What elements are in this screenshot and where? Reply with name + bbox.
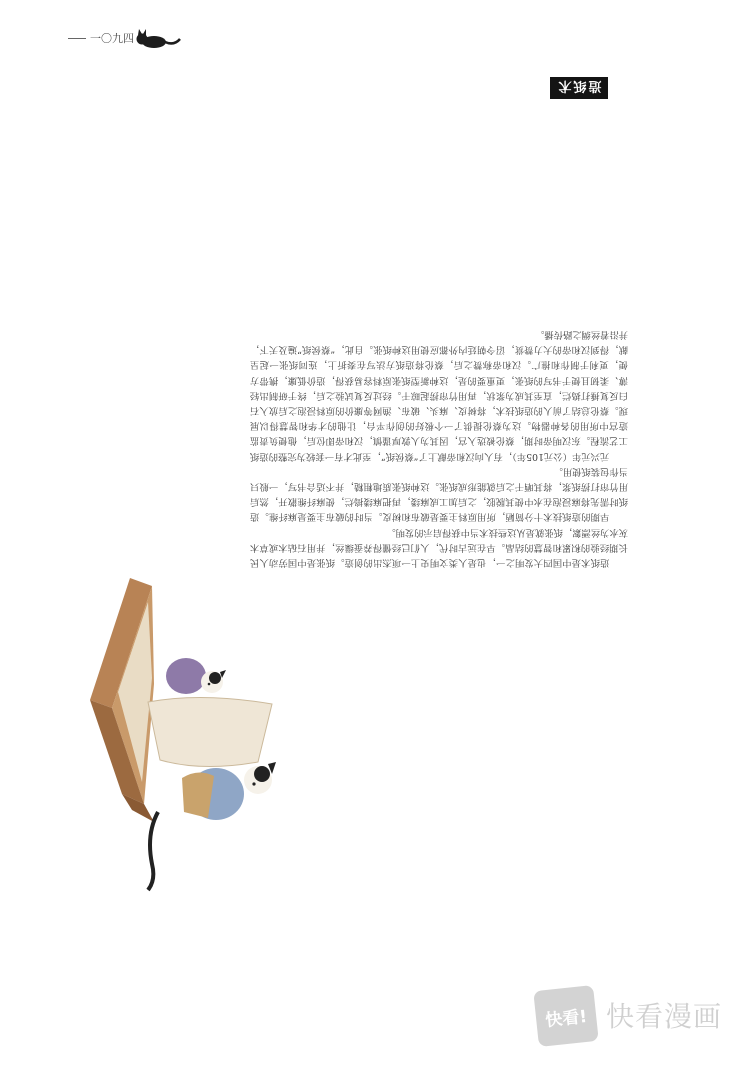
article-body bbox=[250, 118, 628, 570]
kuaikan-badge-logo: 快看! bbox=[533, 985, 599, 1047]
cats-papermaking-illustration bbox=[82, 572, 292, 892]
chapter-title-tag: 造纸术 bbox=[550, 77, 608, 99]
paper-press-box bbox=[90, 578, 154, 822]
page-number-text: 一〇九四 bbox=[90, 32, 134, 45]
lower-cat bbox=[148, 762, 276, 890]
article-paragraph-3: 元兴元年（公元105年），有人向汉和帝献上了“蔡侯纸”，至此才有一套较为完整的造纸工艺流程。东汉明帝时期，蔡伦被选入宫，因其为人敦厚谨慎，汉和帝即位后，他便负责监造宫中所用的各种器物。这为蔡伦提供了一个极好的创作平台，让他的才华和智慧得以展现。蔡伦总结了前人的造纸技术，将树皮、麻头、破布、渔网等廉价的原料浸泡之后放入石臼反复捶打捣烂，直至其成为浆状，再用竹帘捞起晾干。经过反复试验之后，终于研制出轻薄、柔韧且便于书写的纸张，更重要的是，这种新型纸张原料容易获得，造价低廉，携带方便，更利于制作和推广。汉和帝称赞之后，蔡伦将造纸方法写在奏折上，连同纸张一起呈献，得到汉和帝的大力赞赏，诏令朝廷内外都应使用这种纸张。自此，“蔡侯纸”遍及天下，并沿着丝绸之路传播。 bbox=[250, 328, 628, 462]
black-cat-icon bbox=[130, 26, 182, 52]
kuaikan-watermark-text: 快看漫画 bbox=[606, 1000, 723, 1033]
article-paragraph-2: 早期的造纸技术十分简陋，所用原料主要是破布和树皮。当时的破布主要是麻纤维。造纸时需先将麻浸泡在水中使其脱胶，之后加工成麻缕，再把麻缕捣烂，使麻纤维散开，然后用竹帘打捞纸浆，将其晒干之后就能形成纸张。这种纸张质地粗糙，并不适合书写，一般只当作包装纸使用。 bbox=[250, 465, 628, 523]
page-number-rule-left bbox=[68, 38, 86, 39]
paper-sheet bbox=[148, 697, 272, 766]
upper-cat bbox=[166, 658, 226, 694]
article-paragraph-1: 造纸术是中国四大发明之一，也是人类文明史上一项杰出的创造。纸张是中国劳动人民长期经验的积累和智慧的结晶。早在远古时代，人们已经懂得养蚕缫丝，并用石砧木或草木灰水为丝漂絮，纸张就是从这些技术当中获得启示的发明。 bbox=[250, 526, 628, 568]
